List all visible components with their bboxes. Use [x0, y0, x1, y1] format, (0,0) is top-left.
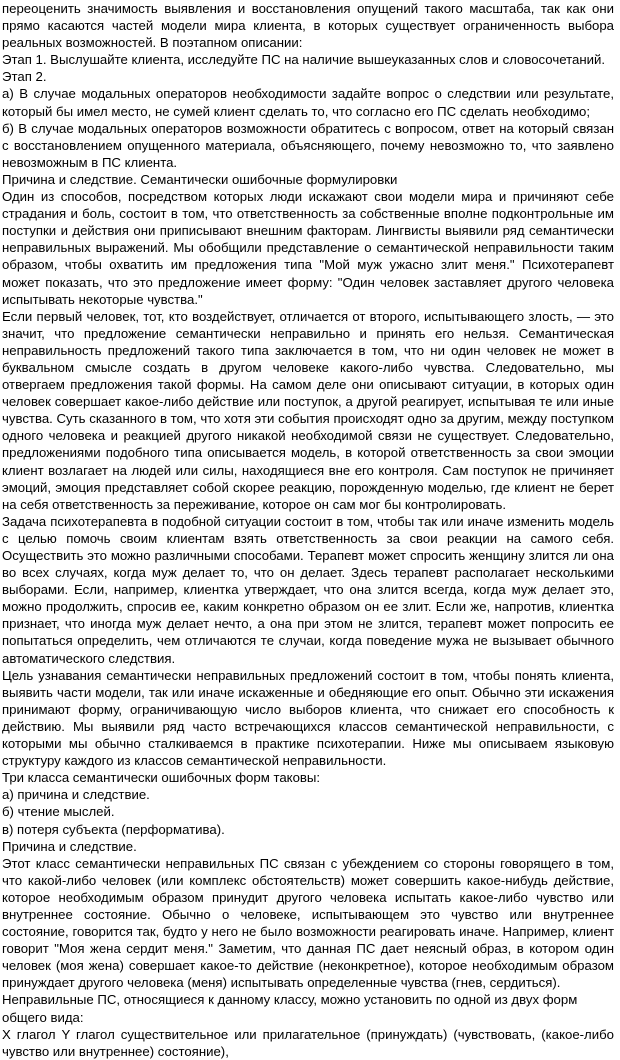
- paragraph: Задача психотерапевта в подобной ситуации состоит в том, чтобы так или иначе изменить модель с целью помочь своим клиентам взять ответственность за свои реакции на самого себя. Осуществить это можно различными способами. Терапевт может спросить женщину злится ли она во всех случаях, когда муж делает то, что он делает. Здесь терапевт располагает несколькими выборами. Если, например, клиентка утверждает, что она злится всегда, когда муж делает это, можно продолжить, спросив ее, каким конкретно образом он ее злит. Если же, напротив, клиентка признает, что иногда муж делает нечто, а она при этом не злится, терапевт может попросить ее попытаться определить, чем отличаются те случаи, когда поведение мужа не вызывает обычного автоматического следствия.: [2, 513, 614, 666]
- list-item: а) причина и следствие.: [2, 787, 150, 803]
- list-item: б) чтение мыслей.: [2, 804, 115, 820]
- paragraph: Три класса семантически ошибочных форм таковы:: [2, 770, 321, 786]
- paragraph: Этап 2.: [2, 69, 47, 85]
- paragraph: Цель узнавания семантически неправильных предложений состоит в том, чтобы понять клиента, выявить части модели, так или иначе искаженные и обедняющие его опыт. Обычно эти искажения принимают форму, ограничивающую число выборов клиента, что снижает его способность к действию. Мы выявили ряд часто встречающихся классов семантической неправильности, с которыми мы обычно сталкиваемся в практике психотерапии. Ниже мы описываем языковую структуру каждого из классов семантической неправильности.: [2, 667, 614, 769]
- paragraph: Если первый человек, тот, кто воздействует, отличается от второго, испытывающего злость, — это значит, что предложение семантически неправильно и принять его нельзя. Семантическая неправильность предложений такого типа заключается в том, что ни один человек не может в буквальном смысле создать в другом человеке какого-либо чувства. Следовательно, мы отвергаем предложения такой формы. На самом деле они описывают ситуации, в которых один человек совершает какое-либо действие или поступок, а другой реагирует, испытывая те или иные чувства. Суть сказанного в том, что хотя эти события происходят одно за другим, между поступком одного человека и реакцией другого никакой необходимой связи не существует. Следовательно, предложениями подобного типа описывается модель, в которой ответственность за свои эмоции клиент возлагает на людей или силы, находящиеся вне его контроля. Сам поступок не причиняет эмоций, эмоция представляет собой скорее реакцию, порожденную моделью, где клиент не берет на себя ответственность за переживание, которое он сам мог бы контролировать.: [2, 308, 614, 512]
- paragraph: б) В случае модальных операторов возможности обратитесь с вопросом, ответ на который связан с восстановлением опущенного материала, объясняющего, почему невозможно то, что заявлено невозможным в ПС клиента.: [2, 120, 614, 170]
- paragraph: Один из способов, посредством которых люди искажают свои модели мира и причиняют себе страдания и боль, состоит в том, что ответственность за собственные вполне подконтрольные им поступки и действия они приписывают внешним факторам. Лингвисты выявили ряд семантически неправильных выражений. Мы обобщили представление о семантической неправильности таким образом, чтобы охватить им предложения типа "Мой муж ужасно злит меня." Психотерапевт может показать, что это предложение имеет форму: "Один человек заставляет другого человека испытывать некоторые чувства.": [2, 189, 614, 307]
- list-item: в) потеря субъекта (перформатива).: [2, 821, 225, 837]
- paragraph: Этот класс семантически неправильных ПС связан с убеждением со стороны говорящего в том, что какой-либо человек (или комплекс обстоятельств) может совершить какое-нибудь действие, которое необходимым образом принудит другого человека испытать какое-либо чувство или внутреннее состояние. Обычно о человеке, испытывающем это чувство или внутреннее состояние, говорится так, будто у него не было возможности реагировать иначе. Например, клиент говорит "Моя жена сердит меня." Заметим, что данная ПС дает неясный образ, в котором один человек (моя жена) совершает какое-то действие (неконкретное), которое необходимым образом принуждает другого человека (меня) испытывать определенные чувства (гнев, сердиться).: [2, 855, 614, 991]
- paragraph: а) В случае модальных операторов необходимости задайте вопрос о следствии или результате, который бы имел место, не сумей клиент сделать то, что согласно его ПС сделать необходимо;: [2, 86, 614, 119]
- paragraph: X глагол Y глагол существительное или прилагательное (принуждать) (чувствовать, (какое-либо чувство или внутреннее) состояние),: [2, 1026, 614, 1059]
- paragraph: Этап 1. Выслушайте клиента, исследуйте ПС на наличие вышеуказанных слов и словосочетаний.: [2, 52, 606, 68]
- section-heading: Причина и следствие. Семантически ошибочные формулировки: [2, 171, 398, 187]
- paragraph: Неправильные ПС, относящиеся к данному классу, можно установить по одной из двух форм общего вида:: [2, 992, 578, 1025]
- section-heading: Причина и следствие.: [2, 838, 137, 854]
- paragraph: переоценить значимость выявления и восстановления опущений такого масштаба, так как они прямо касаются частей модели мира клиента, в которых существует ограниченность выбора реальных возможностей. В поэтапном описании:: [2, 1, 614, 51]
